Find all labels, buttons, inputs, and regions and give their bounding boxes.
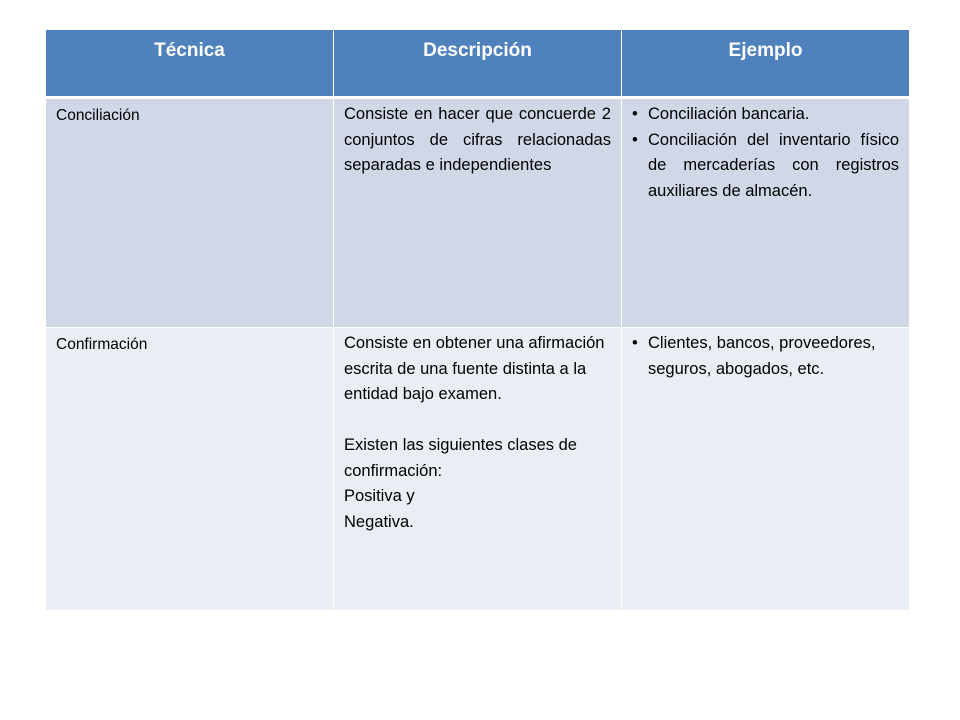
paragraph-gap	[344, 408, 611, 434]
bullet-icon: •	[632, 105, 638, 123]
description-cell	[334, 98, 622, 328]
description-text: Consiste en obtener una afirmación escrita de una fuente distinta a la entidad bajo examen.	[344, 334, 605, 403]
examples-list	[632, 102, 899, 204]
example-text: Clientes, bancos, proveedores, seguros, abogados, etc.	[648, 334, 876, 378]
examples-list	[632, 331, 899, 382]
table-row	[46, 328, 910, 611]
example-text: Conciliación del inventario físico de mercaderías con registros auxiliares de almacén.	[648, 130, 899, 200]
header-tecnica: Técnica	[46, 30, 334, 98]
technique-cell: Confirmación	[46, 328, 334, 611]
examples-cell	[622, 328, 910, 611]
example-text: Conciliación bancaria.	[648, 105, 810, 123]
header-ejemplo: Ejemplo	[622, 30, 910, 98]
header-descripcion: Descripción	[334, 30, 622, 98]
list-item	[632, 102, 899, 128]
description-cell	[334, 328, 622, 611]
table-header-row	[46, 30, 910, 98]
bullet-icon: •	[632, 334, 638, 352]
techniques-table	[45, 29, 910, 611]
description-text: Positiva y	[344, 487, 415, 505]
list-item	[632, 128, 899, 205]
description-text: Consiste en hacer que concuerde 2 conjuntos de cifras relacionadas separadas e independientes	[344, 105, 611, 174]
table-row	[46, 98, 910, 328]
list-item	[632, 331, 899, 382]
technique-cell: Conciliación	[46, 98, 334, 328]
description-text: Existen las siguientes clases de confirmación:	[344, 436, 577, 480]
bullet-icon: •	[632, 130, 638, 149]
description-text: Negativa.	[344, 512, 414, 531]
examples-cell	[622, 98, 910, 328]
